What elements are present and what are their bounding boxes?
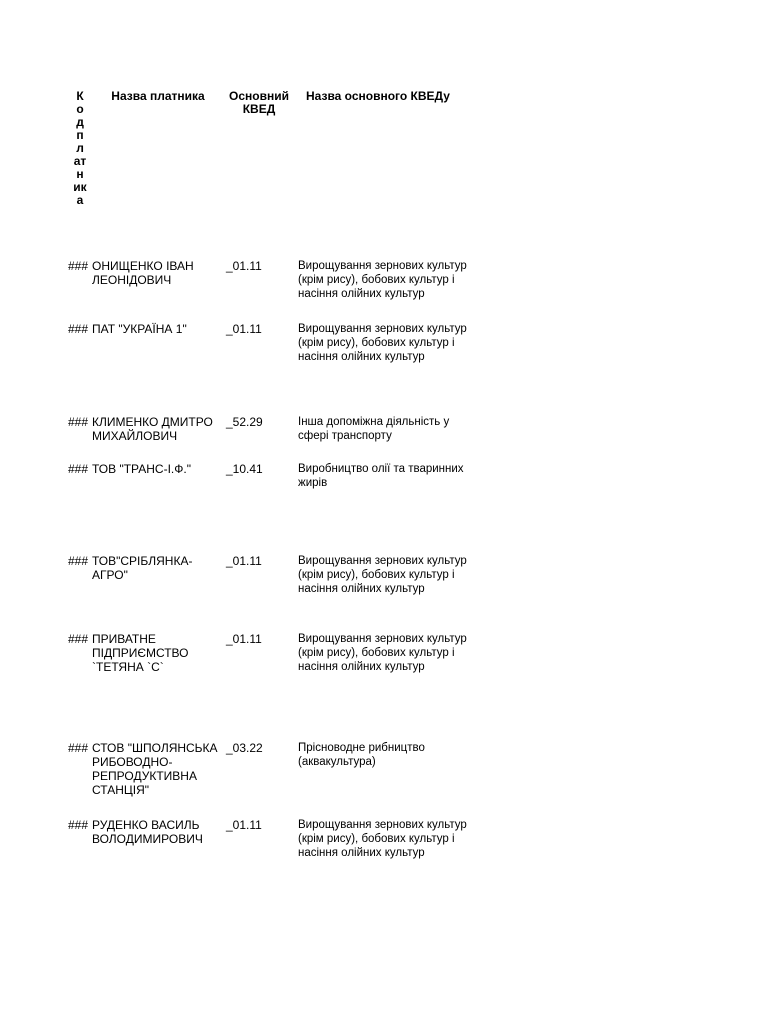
kved-code: _01.11 [226,554,262,568]
kved-description: Прісноводне рибництво (аквакультура) [298,742,425,768]
payer-code: ### [68,259,89,273]
kved-code: _01.11 [226,632,262,646]
header-code-letter: п [76,128,84,142]
kved-code: _01.11 [226,322,262,336]
header-code-letter: а [76,193,84,207]
kved-code: _01.11 [226,259,262,273]
payer-code: ### [68,554,89,568]
payer-name: СТОВ "ШПОЛЯНСЬКА РИБОВОДНО-РЕПРОДУКТИВНА СТАНЦІЯ" [92,741,218,797]
header-code-letter: ик [73,180,87,194]
payer-name: ПАТ "УКРАЇНА 1" [92,322,187,336]
kved-description: Вирощування зернових культур (крім рису), бобових культур і насіння олійних культур [298,633,467,673]
header-main-kved: Основний КВЕД [229,89,289,116]
kved-description: Вирощування зернових культур (крім рису), бобових культур і насіння олійних культур [298,819,467,859]
kved-code: _10.41 [226,462,263,476]
kved-code: _03.22 [226,741,263,755]
header-code-letter: К [76,89,84,103]
header-code-letter: н [76,167,84,181]
kved-code: _52.29 [226,415,263,429]
kved-description: Інша допоміжна діяльність у сфері транспорту [298,416,450,442]
header-payer-name: Назва платника [111,89,205,103]
payer-code: ### [68,818,89,832]
header-main-kved-name: Назва основного КВЕДу [306,89,450,103]
header-payer-code [72,90,88,207]
kved-code: _01.11 [226,818,262,832]
kved-description: Вирощування зернових культур (крім рису), бобових культур і насіння олійних культур [298,555,467,595]
payer-code: ### [68,632,89,646]
payer-name: РУДЕНКО ВАСИЛЬ ВОЛОДИМИРОВИЧ [92,818,203,846]
payer-code: ### [68,741,89,755]
kved-description: Виробництво олії та тваринних жирів [298,463,464,489]
header-code-letter: ат [73,154,87,168]
payer-code: ### [68,462,89,476]
payer-name: ТОВ"СРІБЛЯНКА-АГРО" [92,554,193,582]
payer-name: ПРИВАТНЕ ПІДПРИЄМСТВО `ТЕТЯНА `С` [92,632,189,674]
header-code-letter: л [76,141,84,155]
kved-description: Вирощування зернових культур (крім рису), бобових культур і насіння олійних культур [298,323,467,363]
payer-name: ТОВ "ТРАНС-І.Ф." [92,462,191,476]
header-code-letter: о [76,102,84,116]
payer-name: ОНИЩЕНКО ІВАН ЛЕОНІДОВИЧ [92,259,194,287]
payer-name: КЛИМЕНКО ДМИТРО МИХАЙЛОВИЧ [92,415,213,443]
payer-code: ### [68,415,89,429]
kved-description: Вирощування зернових культур (крім рису), бобових культур і насіння олійних культур [298,260,467,300]
payer-code: ### [68,322,89,336]
header-code-letter: д [76,115,84,129]
